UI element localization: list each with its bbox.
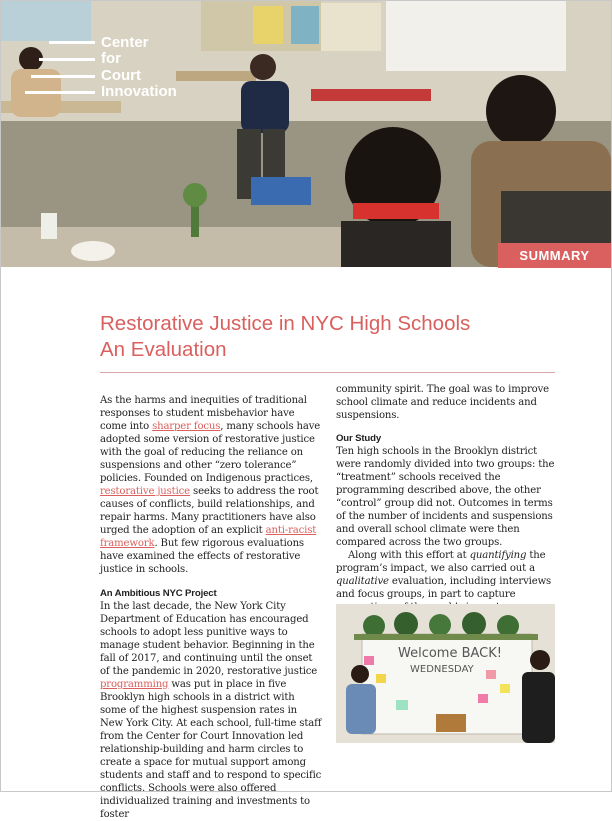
right-column: [336, 383, 558, 614]
whiteboard-day-text: WEDNESDAY: [410, 664, 474, 675]
intro-text-b: , many schools have adopted some version of restorative justice with the goal of reducing the reliance on suspensions and other “zero tolerance” policies. Founded on Indigenous practices,: [100, 421, 321, 484]
whiteboard-welcome-text: Welcome BACK!: [398, 646, 502, 661]
logo-word-court: Court: [101, 67, 141, 84]
logo-word-for: for: [101, 50, 121, 67]
effort-text-b: the program’s impact, we also carried out a: [336, 550, 546, 574]
center-for-court-innovation-logo: [25, 33, 185, 100]
our-study-heading: Our Study: [336, 433, 382, 444]
intro-paragraph: [100, 394, 322, 576]
programming-link[interactable]: programming: [100, 679, 169, 690]
project-text-a: In the last decade, the New York City Department of Education has encouraged schools to adopt less punitive ways to manage student behavior. Beginning in the fall of 2017, and continuing until the onset of the pandemic in 2020, restorative justice: [100, 601, 318, 677]
classroom-whiteboard-photo: [336, 604, 555, 743]
intro-text-d: . But few rigorous evaluations have examined the effects of restorative justice in schools.: [100, 538, 304, 575]
hero-photo: [1, 1, 611, 267]
effort-text-a: Along with this effort at: [348, 550, 470, 561]
anti-racist-framework-link[interactable]: anti-racist framework: [100, 525, 317, 549]
study-paragraph: Ten high schools in the Brooklyn district were randomly divided into two groups: the “treatment” schools received the programming described above, the other “control” group did not. Outcomes in terms of the number of incidents and suspensions and overall school climate were then compared across the two groups.: [336, 446, 555, 548]
logo-word-innovation: Innovation: [101, 83, 177, 100]
project-paragraph: [100, 600, 322, 821]
title-divider: [100, 372, 555, 373]
intro-text-a: As the harms and inequities of traditional responses to student misbehavior have come into: [100, 395, 307, 432]
intro-text-c: seeks to address the root causes of conflicts, build relationships, and repair harms. Many practitioners have also urged the adoption of an explicit: [100, 486, 319, 536]
page-subtitle: An Evaluation: [100, 338, 227, 361]
left-column: [100, 394, 322, 821]
ambitious-project-heading: An Ambitious NYC Project: [100, 588, 217, 599]
logo-word-center: Center: [101, 34, 149, 51]
sharper-focus-link[interactable]: sharper focus: [152, 421, 221, 432]
qualitative-emphasis: qualitative: [336, 576, 389, 587]
quantifying-emphasis: quantifying: [469, 550, 527, 561]
effort-text-c: evaluation, including interviews and focus groups, in part to capture: [336, 576, 552, 600]
restorative-justice-link[interactable]: restorative justice: [100, 486, 190, 497]
continuation-paragraph: community spirit. The goal was to improve school climate and reduce incidents and suspensions.: [336, 384, 549, 421]
title-block: [100, 311, 560, 363]
page-title: Restorative Justice in NYC High Schools: [100, 312, 471, 335]
project-text-b: was put in place in five Brooklyn high schools in a district with some of the highest suspension rates in New York City. At each school, full-time staff from the Center for Court Innovation led relationship-building and harm circles to create a space for mutual support among students and staff and to respond to specific conflicts. Schools were also offered individualized training and investments to foster: [100, 679, 322, 820]
summary-tab: SUMMARY: [498, 243, 611, 268]
